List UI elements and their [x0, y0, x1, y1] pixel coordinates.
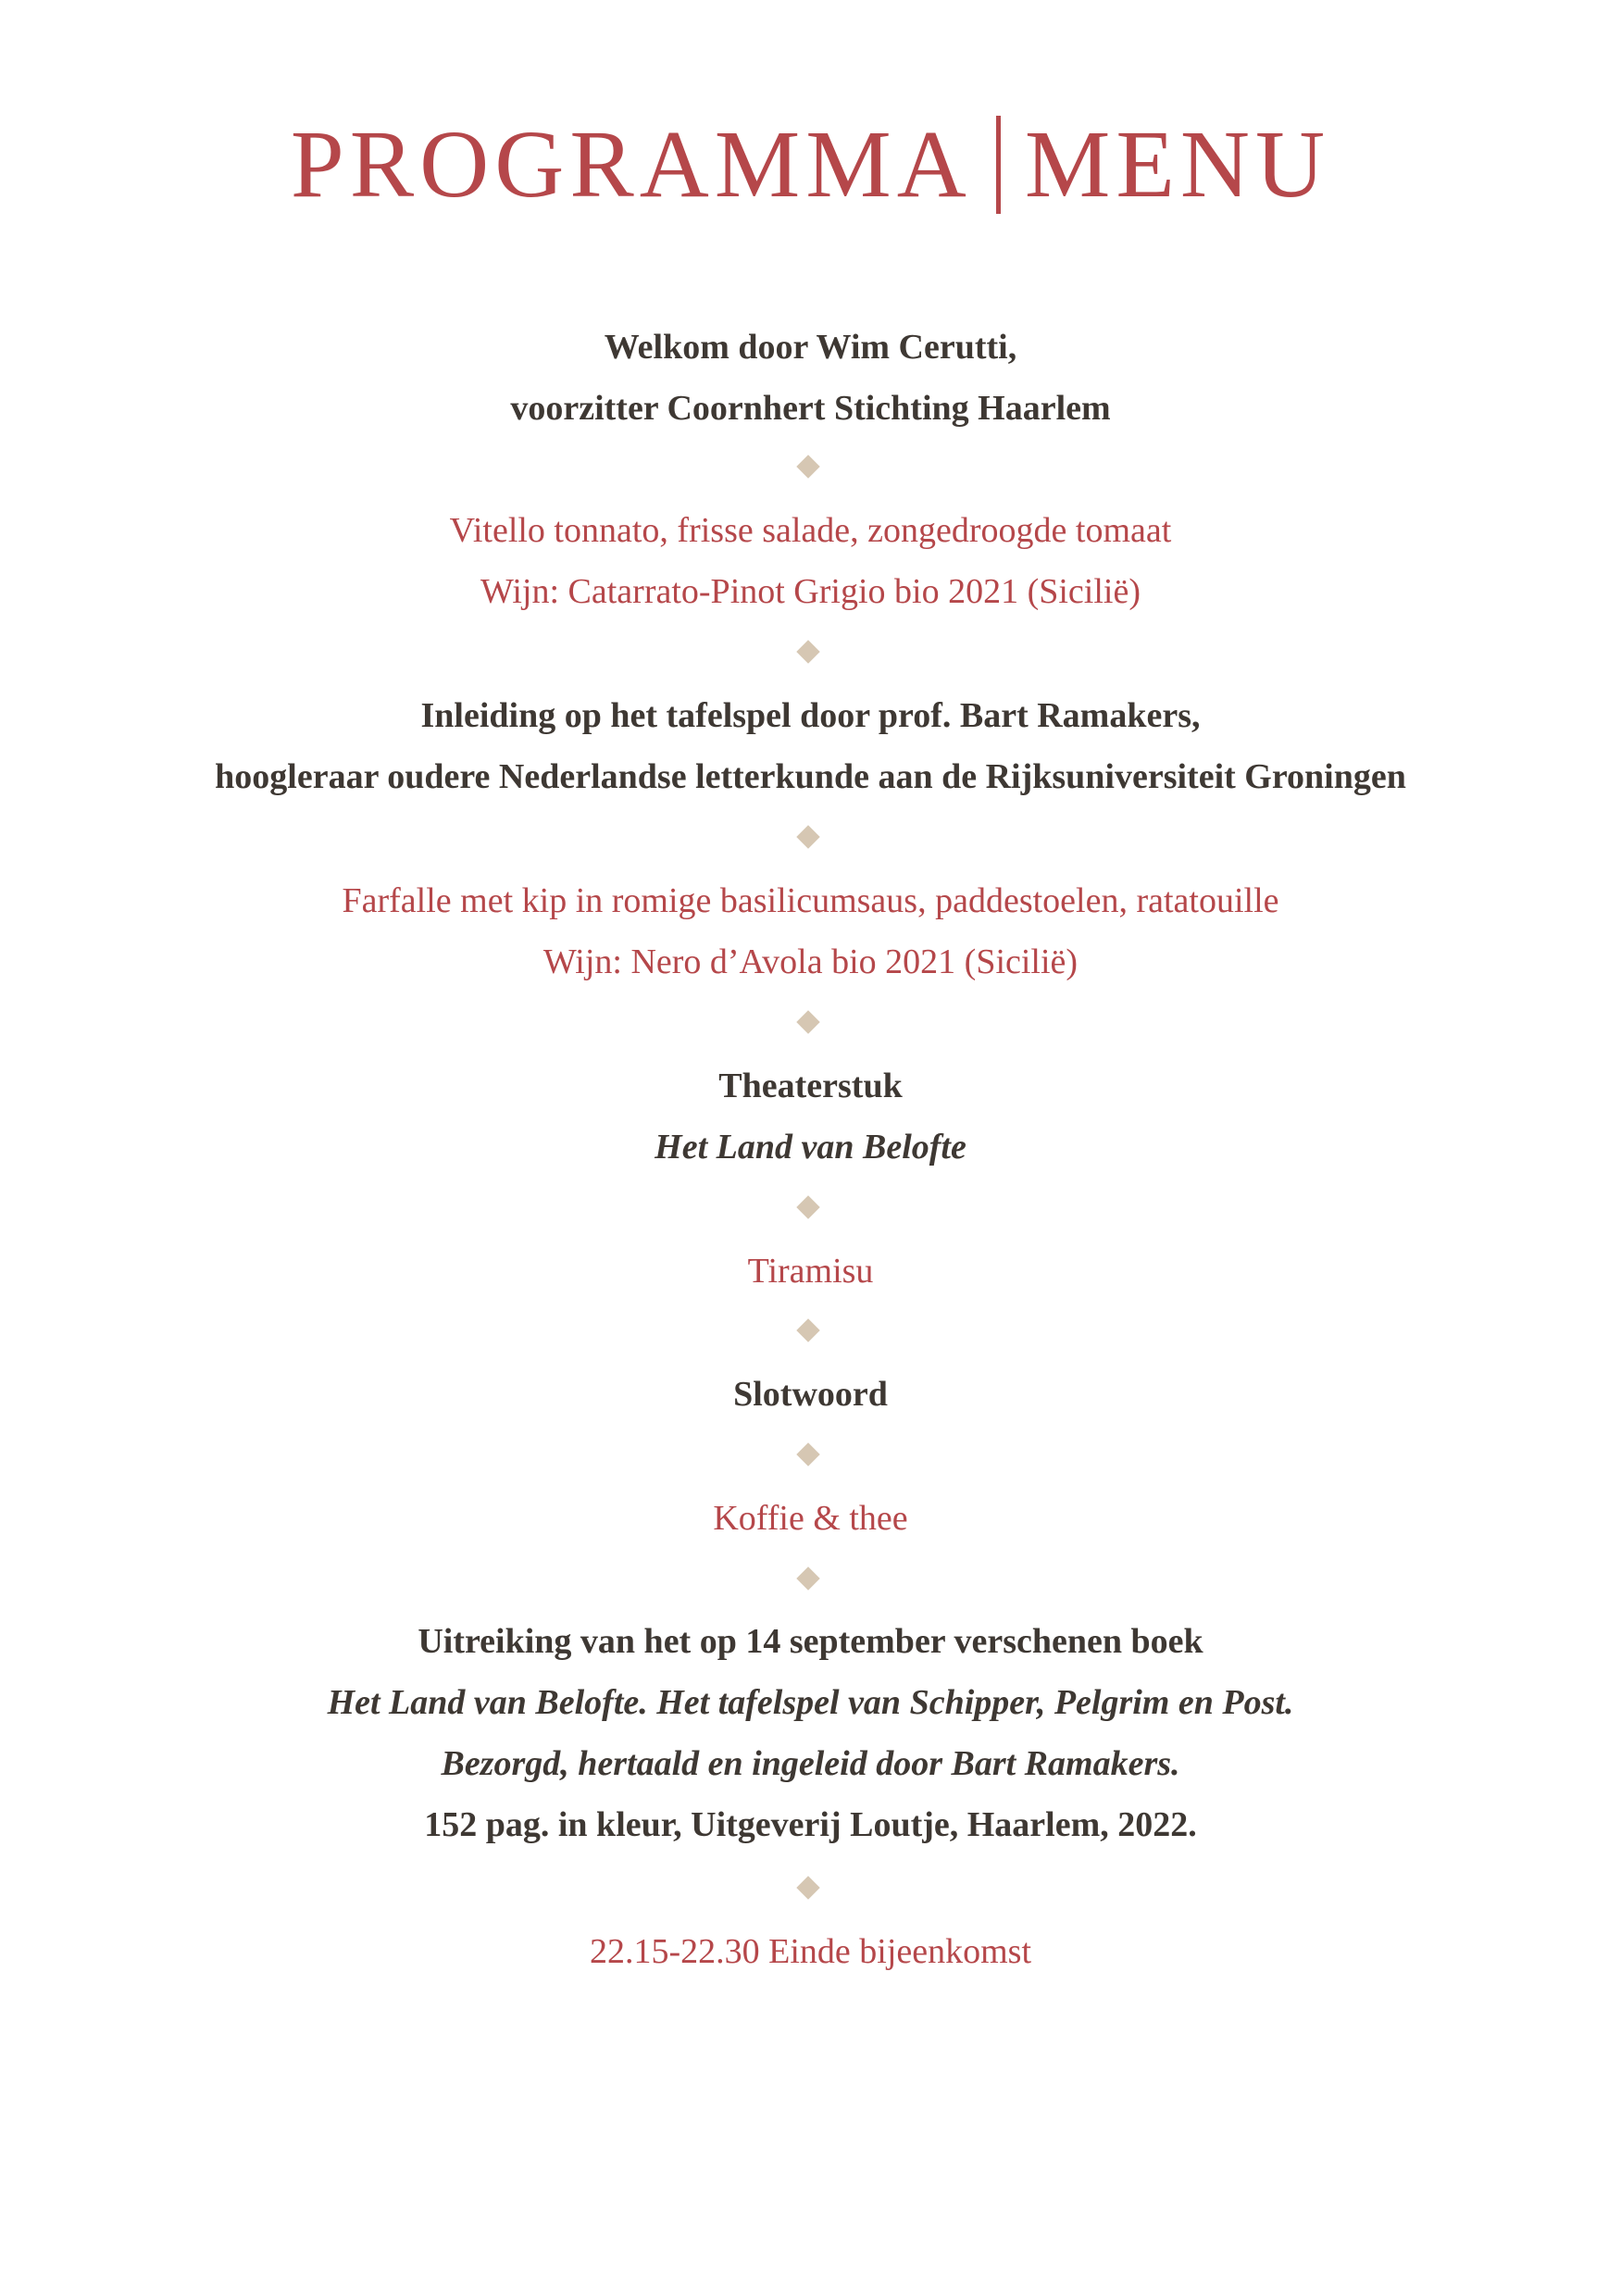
diamond-divider-icon — [796, 1566, 819, 1590]
intro-line-1: Inleiding op het tafelspel door prof. Bart Ramakers, — [420, 696, 1201, 735]
diamond-divider-icon — [796, 1442, 819, 1466]
book-line-4: 152 pag. in kleur, Uitgeverij Loutje, Haarlem, 2022. — [424, 1805, 1197, 1844]
intro-line-2: hoogleraar oudere Nederlandse letterkunde aan de Rijksuniversiteit Groningen — [215, 757, 1406, 796]
book-line-3: Bezorgd, hertaald en ingeleid door Bart Ramakers. — [441, 1744, 1180, 1783]
closing-word: Slotwoord — [733, 1375, 888, 1414]
course-2-wine: Wijn: Nero d’Avola bio 2021 (Sicilië) — [542, 942, 1079, 981]
coffee-section — [0, 1488, 1621, 1549]
welcome-line-1: Welkom door Wim Cerutti, — [604, 328, 1017, 367]
theater-label: Theaterstuk — [718, 1067, 903, 1105]
course-1-section — [0, 500, 1621, 622]
diamond-divider-icon — [796, 825, 819, 848]
theater-section — [0, 1055, 1621, 1178]
end-time: 22.15-22.30 Einde bijeenkomst — [589, 1932, 1032, 1971]
coffee-item: Koffie & thee — [713, 1499, 908, 1538]
course-1-wine: Wijn: Catarrato-Pinot Grigio bio 2021 (Sicilië) — [480, 572, 1141, 611]
closing-section — [0, 1364, 1621, 1425]
theater-title: Het Land van Belofte — [655, 1128, 966, 1167]
diamond-divider-icon — [796, 1195, 819, 1218]
book-line-1: Uitreiking van het op 14 september verschenen boek — [418, 1622, 1203, 1661]
welcome-section — [0, 317, 1621, 439]
dessert-section — [0, 1241, 1621, 1302]
diamond-divider-icon — [796, 1876, 819, 1899]
book-section — [0, 1611, 1621, 1855]
intro-section — [0, 685, 1621, 807]
title-separator — [996, 116, 1001, 214]
diamond-divider-icon — [796, 640, 819, 663]
diamond-divider-icon — [796, 455, 819, 478]
dessert-item: Tiramisu — [747, 1252, 874, 1291]
diamond-divider-icon — [796, 1318, 819, 1341]
course-1-dish: Vitello tonnato, frisse salade, zongedroogde tomaat — [449, 511, 1172, 550]
end-section — [0, 1921, 1621, 1982]
page-title — [0, 109, 1621, 219]
course-2-dish: Farfalle met kip in romige basilicumsaus, paddestoelen, ratatouille — [342, 881, 1279, 920]
welcome-line-2: voorzitter Coornhert Stichting Haarlem — [510, 389, 1111, 428]
title-menu: MENU — [1024, 111, 1331, 218]
title-programma: PROGRAMMA — [290, 111, 972, 218]
book-line-2: Het Land van Belofte. Het tafelspel van Schipper, Pelgrim en Post. — [327, 1683, 1294, 1722]
diamond-divider-icon — [796, 1010, 819, 1033]
course-2-section — [0, 870, 1621, 992]
